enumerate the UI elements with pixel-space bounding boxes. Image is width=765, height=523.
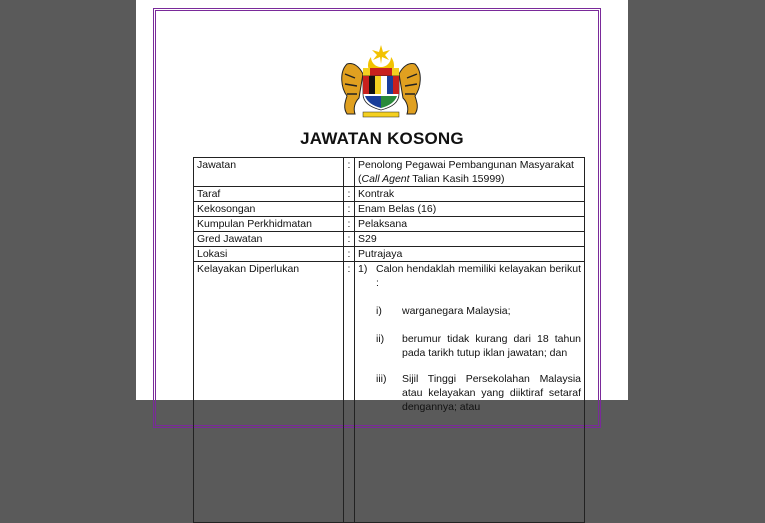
row-value-kekosongan: Enam Belas (16) (355, 202, 585, 217)
row-label: Kumpulan Perkhidmatan (194, 217, 344, 232)
row-separator: : (344, 232, 355, 247)
row-label: Kekosongan (194, 202, 344, 217)
list-item: iii) Sijil Tinggi Persekolahan Malaysia atau kelayakan yang diiktiraf setaraf dengannya; atau (376, 373, 581, 413)
table-row (194, 232, 585, 247)
row-value-gred: S29 (355, 232, 585, 247)
table-row (194, 187, 585, 202)
list-item: i) warganegara Malaysia; (376, 305, 511, 317)
row-value-kelayakan (355, 262, 585, 523)
row-value-jawatan: Penolong Pegawai Pembangunan Masyarakat (Call Agent Talian Kasih 15999) (355, 158, 585, 187)
row-label: Gred Jawatan (194, 232, 344, 247)
table-row (194, 202, 585, 217)
table-row (194, 217, 585, 232)
row-label: Taraf (194, 187, 344, 202)
document-page (136, 0, 628, 413)
row-separator: : (344, 247, 355, 262)
row-separator: : (344, 217, 355, 232)
list-item: ii) berumur tidak kurang dari 18 tahun pada tarikh tutup iklan jawatan; dan (376, 333, 581, 359)
row-separator: : (344, 202, 355, 217)
row-value-kumpulan: Pelaksana (355, 217, 585, 232)
page-title: JAWATAN KOSONG (300, 129, 464, 148)
table-row (194, 247, 585, 262)
requirement-intro: 1) Calon hendaklah memiliki kelayakan berikut : (358, 263, 581, 289)
row-value-lokasi: Putrajaya (355, 247, 585, 262)
table-row (194, 158, 585, 187)
job-details-table (193, 157, 585, 523)
malaysia-coat-of-arms-icon (333, 44, 429, 120)
row-label: Kelayakan Diperlukan (194, 262, 344, 523)
row-separator: : (344, 158, 355, 187)
row-value-taraf: Kontrak (355, 187, 585, 202)
row-label: Jawatan (194, 158, 344, 187)
row-separator: : (344, 187, 355, 202)
row-separator: : (344, 262, 355, 523)
table-row (194, 262, 585, 523)
row-label: Lokasi (194, 247, 344, 262)
